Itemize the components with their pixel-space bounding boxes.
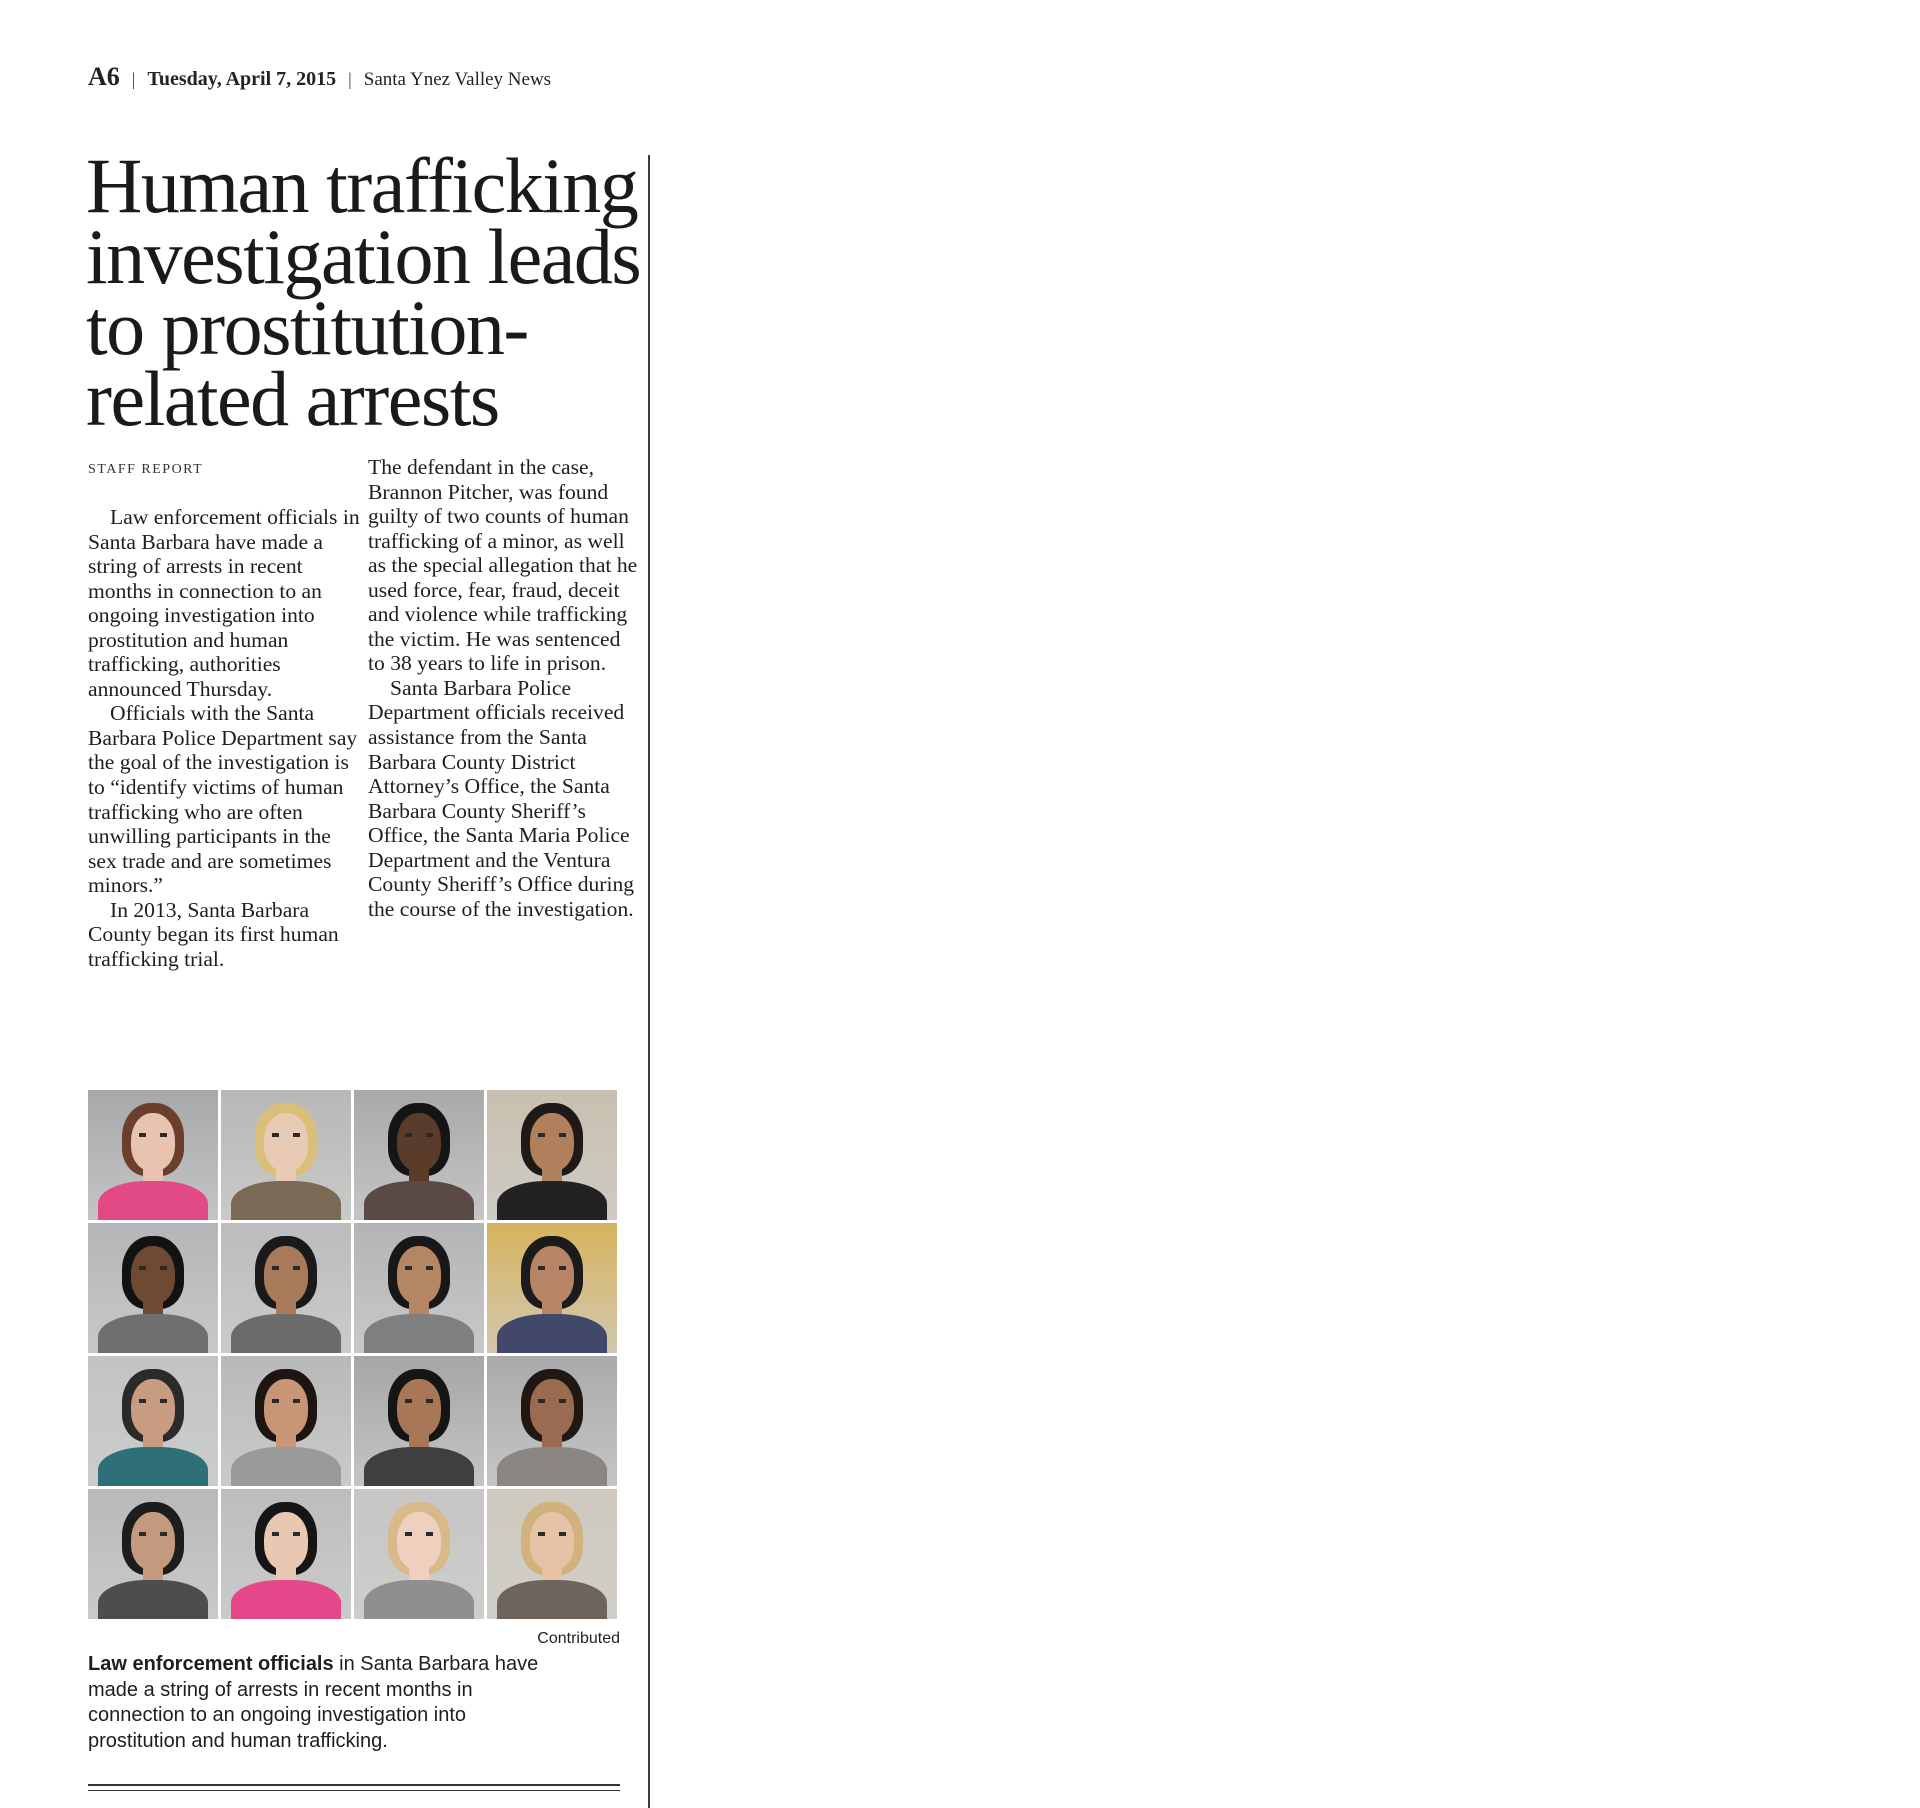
mugshot-eyes [272,1266,301,1270]
mugshot-face [131,1379,175,1436]
paragraph: Law enforcement officials in Santa Barbara have made a string of arrests in recent months in connection to an ongoing investigation into prostitution and human trafficking, authorities announced Thursday. [88,505,360,701]
mugshot-shirt [231,1447,340,1486]
mugshot-photo [354,1489,484,1619]
paragraph: The defendant in the case, Brannon Pitcher, was found guilty of two counts of human trafficking of a minor, as well as the special allegation that he used force, fear, fraud, deceit and violence while trafficking the victim. He was sentenced to 38 years to life in prison. [368,455,638,676]
mugshot-eyes [405,1532,434,1536]
mugshot-shirt [98,1580,207,1619]
mugshot-face [264,1246,308,1303]
mugshot-photo [221,1356,351,1486]
paragraph: Officials with the Santa Barbara Police Department say the goal of the investigation is to “identify victims of human trafficking who are often unwilling participants in the sex trade and are sometimes minors.” [88,701,358,898]
mugshot-photo [487,1090,617,1220]
folio-separator: | [348,69,352,89]
bottom-rule [88,1790,620,1791]
mugshot-face [530,1113,574,1170]
mugshot-face [264,1512,308,1569]
mugshot-grid [88,1090,620,1619]
mugshot-photo [88,1356,218,1486]
mugshot-photo [487,1356,617,1486]
mugshot-shirt [98,1447,207,1486]
article-headline: Human trafficking investigation leads to prostitution-related arrests [86,142,641,442]
mugshot-shirt [98,1314,207,1353]
page-number: A6 [88,62,120,91]
mugshot-photo [88,1090,218,1220]
mugshot-shirt [231,1314,340,1353]
caption-lead: Law enforcement officials [88,1653,334,1675]
caption-text: in Santa Barbara have made a string of arrests in recent months in connection to an ongoing investigation into prostitution and human trafficking. [88,1653,539,1752]
mugshot-photo [354,1356,484,1486]
mugshot-eyes [272,1399,301,1403]
page-folio [88,62,551,92]
mugshot-shirt [364,1447,473,1486]
paragraph: Santa Barbara Police Department officials received assistance from the Santa Barbara County District Attorney’s Office, the Santa Barbara County Sheriff’s Office, the Santa Maria Police Department and the Ventura County Sheriff’s Office during the course of the investigation. [368,675,635,921]
mugshot-face [530,1512,574,1569]
newspaper-name: Santa Ynez Valley News [363,69,552,90]
photo-credit: Contributed [537,1630,620,1647]
photo-caption [88,1652,568,1754]
mugshot-shirt [497,1314,606,1353]
mugshot-shirt [364,1181,473,1220]
mugshot-eyes [538,1399,567,1403]
mugshot-photo [221,1489,351,1619]
mugshot-eyes [272,1133,301,1137]
mugshot-eyes [139,1399,168,1403]
mugshot-photo [221,1090,351,1220]
mugshot-photo [88,1489,218,1619]
mugshot-face [264,1113,308,1170]
mugshot-photo [487,1223,617,1353]
mugshot-eyes [272,1532,301,1536]
mugshot-eyes [139,1532,168,1536]
mugshot-face [131,1113,175,1170]
mugshot-face [131,1246,175,1303]
article-byline: STAFF REPORT [88,462,204,477]
mugshot-photo [88,1223,218,1353]
mugshot-shirt [98,1181,207,1220]
folio-separator: | [131,69,136,89]
mugshot-face [131,1512,175,1569]
mugshot-face [530,1246,574,1303]
bottom-rule [88,1784,620,1786]
mugshot-photo [354,1090,484,1220]
mugshot-face [530,1379,574,1436]
mugshot-face [264,1379,308,1436]
mugshot-shirt [497,1447,606,1486]
mugshot-shirt [231,1580,340,1619]
mugshot-face [397,1113,441,1170]
mugshot-eyes [139,1266,168,1270]
mugshot-eyes [538,1532,567,1536]
mugshot-eyes [538,1266,567,1270]
mugshot-photo [354,1223,484,1353]
column-divider [648,155,650,1808]
mugshot-eyes [405,1266,434,1270]
mugshot-face [397,1246,441,1303]
mugshot-eyes [405,1399,434,1403]
mugshot-photo [221,1223,351,1353]
mugshot-shirt [364,1314,473,1353]
mugshot-shirt [231,1181,340,1220]
mugshot-face [397,1379,441,1436]
mugshot-photo [487,1489,617,1619]
mugshot-shirt [364,1580,473,1619]
mugshot-shirt [497,1580,606,1619]
mugshot-eyes [139,1133,168,1137]
paragraph: In 2013, Santa Barbara County began its first human trafficking trial. [88,897,339,971]
mugshot-shirt [497,1181,606,1220]
mugshot-face [397,1512,441,1569]
mugshot-eyes [405,1133,434,1137]
mugshot-eyes [538,1133,567,1137]
article-column-2 [368,455,638,921]
publication-date: Tuesday, April 7, 2015 [147,68,337,90]
article-column-1 [88,505,360,971]
